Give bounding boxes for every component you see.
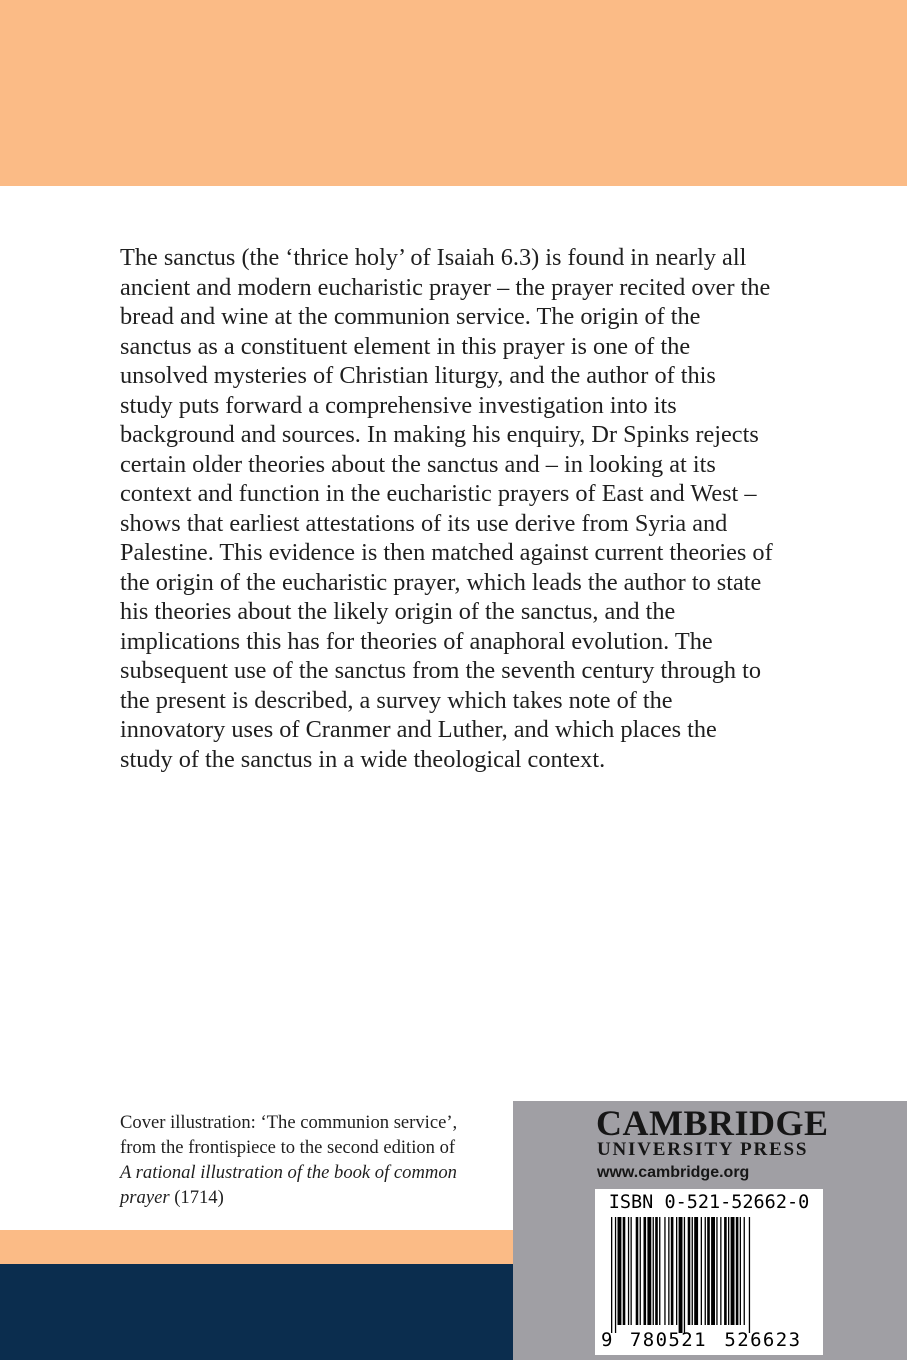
ean-digits bbox=[601, 1329, 819, 1351]
publisher-name: CAMBRIDGE bbox=[596, 1103, 829, 1143]
publisher-press: UNIVERSITY PRESS bbox=[597, 1139, 809, 1160]
barcode-bar bbox=[694, 1217, 698, 1325]
blurb-line: implications this has for theories of anaphoral evolution. The bbox=[120, 627, 713, 655]
blurb-line: Palestine. This evidence is then matched against current theories of bbox=[120, 539, 773, 566]
barcode-bar bbox=[659, 1217, 660, 1325]
bottom-peach-band bbox=[0, 1230, 513, 1264]
bottom-navy-band bbox=[0, 1264, 513, 1360]
barcode-bar bbox=[731, 1217, 735, 1325]
cover-illustration-caption bbox=[120, 1110, 510, 1210]
barcode-bar bbox=[653, 1217, 654, 1325]
blurb-line: context and function in the eucharistic prayers of East and West – bbox=[120, 480, 757, 507]
caption-book-title-end: prayer bbox=[120, 1187, 170, 1208]
barcode-bar bbox=[692, 1217, 693, 1325]
caption-line: from the frontispiece to the second edition of bbox=[120, 1137, 456, 1158]
barcode-bar bbox=[671, 1217, 674, 1325]
barcode-bar bbox=[623, 1217, 626, 1325]
barcode-bar bbox=[736, 1217, 739, 1325]
barcode-bar bbox=[611, 1217, 612, 1333]
isbn-label: ISBN 0-521-52662-0 bbox=[608, 1192, 810, 1213]
barcode-bar bbox=[628, 1217, 629, 1325]
caption-line bbox=[120, 1185, 510, 1210]
barcode-bar bbox=[664, 1217, 665, 1325]
barcode-bar bbox=[744, 1217, 745, 1325]
blurb-line: the present is described, a survey which takes note of the bbox=[120, 686, 673, 714]
blurb-line: his theories about the likely origin of the sanctus, and the bbox=[120, 598, 676, 625]
barcode-bar bbox=[728, 1217, 729, 1325]
barcode-bar bbox=[655, 1217, 658, 1325]
blurb-line: study puts forward a comprehensive investigation into its bbox=[120, 391, 677, 419]
barcode-bar bbox=[749, 1217, 750, 1333]
blurb-line: study of the sanctus in a wide theological context. bbox=[120, 745, 606, 773]
blurb-line: unsolved mysteries of Christian liturgy, and the author of this bbox=[120, 362, 716, 389]
barcode-bar bbox=[684, 1217, 685, 1333]
barcode-bar bbox=[631, 1217, 632, 1325]
barcode-bar bbox=[679, 1217, 683, 1333]
caption-year: (1714) bbox=[169, 1187, 224, 1208]
barcode-bar bbox=[647, 1217, 651, 1325]
blurb-line: certain older theories about the sanctus and – in looking at its bbox=[120, 450, 716, 478]
blurb-line: ancient and modern eucharistic prayer – the prayer recited over the bbox=[120, 273, 771, 301]
barcode-bar bbox=[636, 1217, 639, 1325]
blurb-line: The sanctus (the ‘thrice holy’ of Isaiah 6.3) is found in nearly all bbox=[120, 244, 747, 271]
blurb-text bbox=[120, 243, 790, 774]
blurb-line: shows that earliest attestations of its use derive from Syria and bbox=[120, 509, 728, 537]
barcode-bar bbox=[724, 1217, 727, 1325]
blurb-line: the origin of the eucharistic prayer, which leads the author to state bbox=[120, 568, 762, 596]
barcode-bar bbox=[716, 1217, 717, 1325]
blurb-line: innovatory uses of Cranmer and Luther, and which places the bbox=[120, 716, 717, 743]
barcode-bar bbox=[705, 1217, 706, 1325]
blurb-line: background and sources. In making his enquiry, Dr Spinks rejects bbox=[120, 421, 759, 448]
ean-right-digits: 526623 bbox=[724, 1329, 802, 1351]
publisher-panel bbox=[513, 1101, 907, 1360]
ean-left-digits: 780521 bbox=[629, 1329, 707, 1351]
top-color-band bbox=[0, 0, 907, 186]
barcode-bar bbox=[711, 1217, 715, 1325]
ean-first-digit: 9 bbox=[601, 1329, 613, 1351]
barcode-bar bbox=[740, 1217, 741, 1325]
barcode-bar bbox=[688, 1217, 691, 1325]
caption-line: Cover illustration: ‘The communion service’, bbox=[120, 1112, 458, 1133]
publisher-url: www.cambridge.org bbox=[597, 1164, 750, 1181]
barcode-bar bbox=[701, 1217, 702, 1325]
barcode-bar bbox=[615, 1217, 616, 1333]
barcode-bar bbox=[676, 1217, 677, 1325]
blurb-line: subsequent use of the sanctus from the seventh century through to bbox=[120, 657, 762, 684]
barcode-box bbox=[595, 1189, 823, 1355]
barcode-bar bbox=[640, 1217, 641, 1325]
barcode-bar bbox=[720, 1217, 721, 1325]
blurb-line: sanctus as a constituent element in this prayer is one of the bbox=[120, 332, 691, 360]
barcode-bar bbox=[618, 1217, 622, 1325]
barcode-bar bbox=[707, 1217, 710, 1325]
blurb-line: bread and wine at the communion service. The origin of the bbox=[120, 303, 701, 330]
barcode-bar bbox=[668, 1217, 669, 1325]
barcode-bar bbox=[644, 1217, 647, 1325]
caption-book-title: A rational illustration of the book of common bbox=[120, 1162, 457, 1183]
